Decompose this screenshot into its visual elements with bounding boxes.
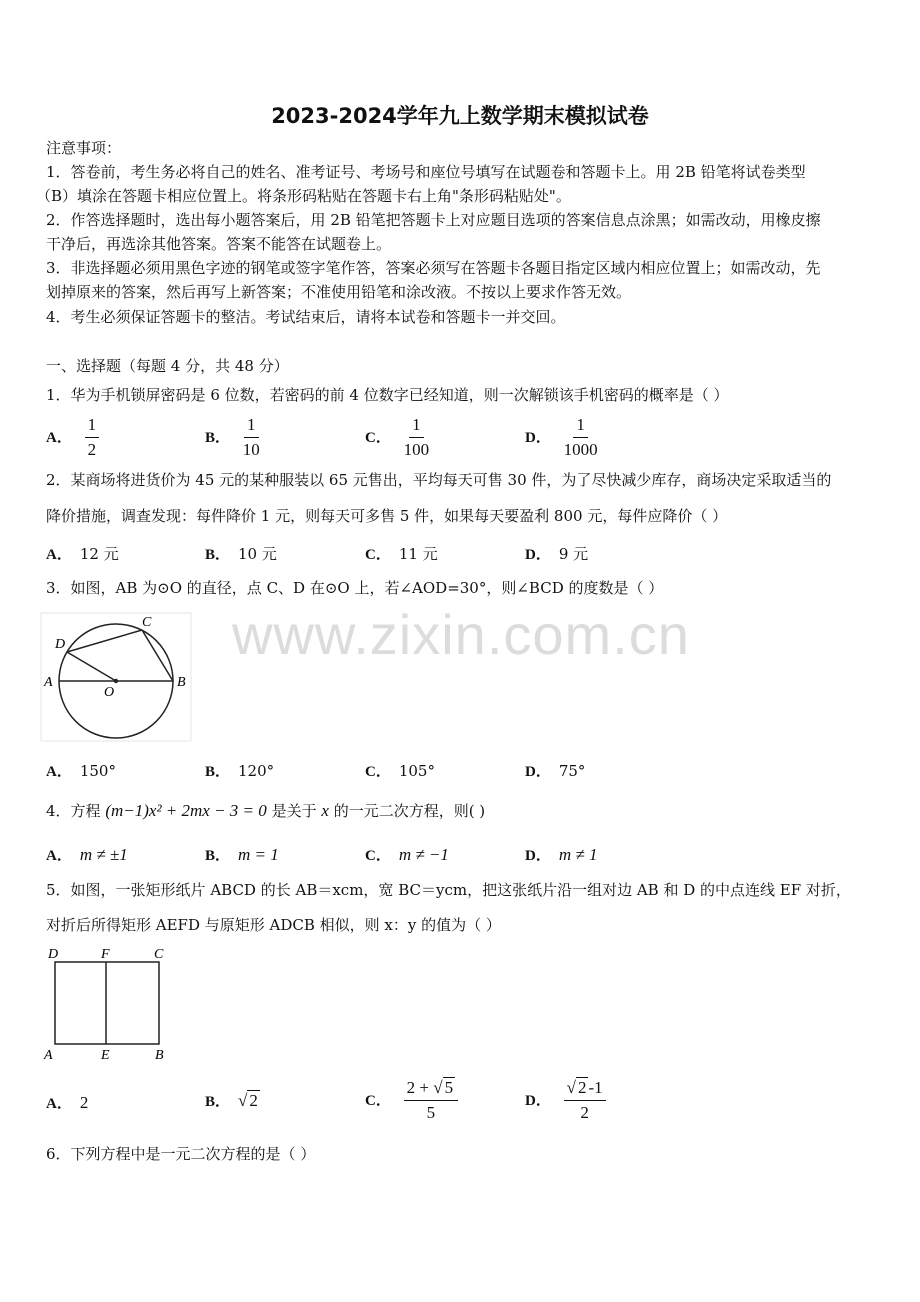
notice-line: 划掉原来的答案，然后再写上新答案；不准使用铅笔和涂改液。不按以上要求作答无效。 — [46, 283, 632, 301]
figure-label-d: D — [48, 947, 59, 962]
figure-label-c: C — [142, 615, 152, 630]
q5-rectangle-figure — [40, 944, 172, 1064]
page-title: 2023-2024学年九上数学期末模拟试卷 — [271, 104, 649, 128]
fraction: $\frac{√ 2 -1}{2}$ — [564, 1078, 606, 1123]
fraction: $\frac{1}{1000}$ — [563, 415, 598, 459]
fraction: $\frac{2 + √ 5}{5}$ — [404, 1078, 458, 1123]
notice-line: 3．非选择题必须用黑色字迹的钢笔或签字笔作答，答案必须写在答题卡各题目指定区域内相应位置上；如需改动，先 — [46, 259, 821, 277]
q1-option-a[interactable]: A． $\frac{1}{2}$ — [46, 415, 99, 460]
q2-option-b[interactable]: B． 10 元 — [205, 545, 277, 563]
figure-label-d: D — [55, 637, 66, 652]
q3-circle-figure — [40, 612, 192, 742]
q3-option-b[interactable]: B． 120° — [205, 762, 275, 780]
q2-stem-line1: 2．某商场将进货价为 45 元的某种服装以 65 元售出，平均每天可售 30 件，为了尽快减少库存，商场决定采取适当的 — [46, 471, 832, 489]
q2-stem-line2: 降价措施，调查发现：每件降价 1 元，则每天可多售 5 件，如果每天要盈利 800 元，每件应降价（ ） — [46, 507, 728, 525]
fraction: $\frac{1}{100}$ — [403, 415, 430, 459]
watermark: www.zixin.com.cn — [232, 603, 690, 666]
radical: √ 2 — [238, 1091, 258, 1110]
q2-option-d[interactable]: D． 9 元 — [525, 545, 589, 563]
q3-stem: 3．如图，AB 为⊙O 的直径，点 C、D 在⊙O 上，若∠AOD=30°，则∠BCD 的度数是（ ） — [46, 579, 664, 597]
figure-label-f: F — [101, 947, 110, 962]
q4-stem: 4．方程 (m−1)x² + 2mx − 3 = 0 是关于 x 的一元二次方程，则( ) — [46, 801, 486, 820]
q4-option-d[interactable]: D． m ≠ 1 — [525, 845, 598, 864]
q5-stem-line1: 5．如图，一张矩形纸片 ABCD 的长 AB＝xcm，宽 BC＝ycm，把这张纸片沿一组对边 AB 和 D 的中点连线 EF 对折， — [46, 881, 851, 899]
figure-label-b: B — [155, 1048, 164, 1063]
q5-option-d[interactable]: D． $\frac{√ 2 -1}{2}$ — [525, 1078, 606, 1123]
q1-option-c[interactable]: C． $\frac{1}{100}$ — [365, 415, 430, 459]
q4-variable: x — [321, 801, 329, 820]
q4-option-b[interactable]: B． m = 1 — [205, 845, 279, 864]
q2-option-a[interactable]: A． 12 元 — [46, 545, 119, 563]
figure-label-c: C — [154, 947, 164, 962]
notice-line: 4．考生必须保证答题卡的整洁。考试结束后，请将本试卷和答题卡一并交回。 — [46, 308, 566, 326]
notice-line: 1．答卷前，考生务必将自己的姓名、准考证号、考场号和座位号填写在试题卷和答题卡上。用 2B 铅笔将试卷类型 — [46, 163, 806, 181]
notice-heading: 注意事项： — [46, 139, 122, 157]
q4-equation: (m−1)x² + 2mx − 3 = 0 — [105, 801, 267, 820]
q5-stem-line2: 对折后所得矩形 AEFD 与原矩形 ADCB 相似，则 x：y 的值为（ ） — [46, 916, 501, 934]
notice-line: 干净后，再选涂其他答案。答案不能答在试题卷上。 — [46, 235, 392, 253]
figure-label-b: B — [177, 675, 186, 690]
q3-option-d[interactable]: D． 75° — [525, 762, 586, 780]
figure-label-e: E — [101, 1048, 110, 1063]
q1-option-b[interactable]: B． $\frac{1}{10}$ — [205, 415, 260, 459]
q6-stem: 6．下列方程中是一元二次方程的是（ ） — [46, 1145, 316, 1163]
q5-option-a[interactable]: A． 2 — [46, 1093, 89, 1112]
q5-option-c[interactable]: C． $\frac{2 + √ 5}{5}$ — [365, 1078, 458, 1123]
q4-option-a[interactable]: A． m ≠ ±1 — [46, 845, 128, 864]
figure-label-a: A — [44, 1048, 53, 1063]
figure-label-o: O — [104, 685, 115, 700]
figure-label-a: A — [44, 675, 53, 690]
notice-line: （B）填涂在答题卡相应位置上。将条形码粘贴在答题卡右上角"条形码粘贴处"。 — [36, 187, 571, 205]
q3-option-c[interactable]: C． 105° — [365, 762, 435, 780]
q1-option-d[interactable]: D． $\frac{1}{1000}$ — [525, 415, 598, 459]
section-heading: 一、选择题（每题 4 分，共 48 分） — [46, 357, 289, 375]
q2-option-c[interactable]: C． 11 元 — [365, 545, 438, 563]
fraction: $\frac{1}{10}$ — [242, 415, 260, 459]
q4-option-c[interactable]: C． m ≠ −1 — [365, 845, 449, 864]
notice-line: 2．作答选择题时，选出每小题答案后，用 2B 铅笔把答题卡上对应题目选项的答案信息点涂黑；如需改动，用橡皮擦 — [46, 211, 821, 229]
q5-option-b[interactable]: B． √ 2 — [205, 1091, 258, 1110]
q3-option-a[interactable]: A． 150° — [46, 762, 116, 780]
fraction: $\frac{1}{2}$ — [85, 415, 100, 460]
q1-stem: 1．华为手机锁屏密码是 6 位数，若密码的前 4 位数字已经知道，则一次解锁该手机密码的概率是（ ） — [46, 386, 729, 404]
